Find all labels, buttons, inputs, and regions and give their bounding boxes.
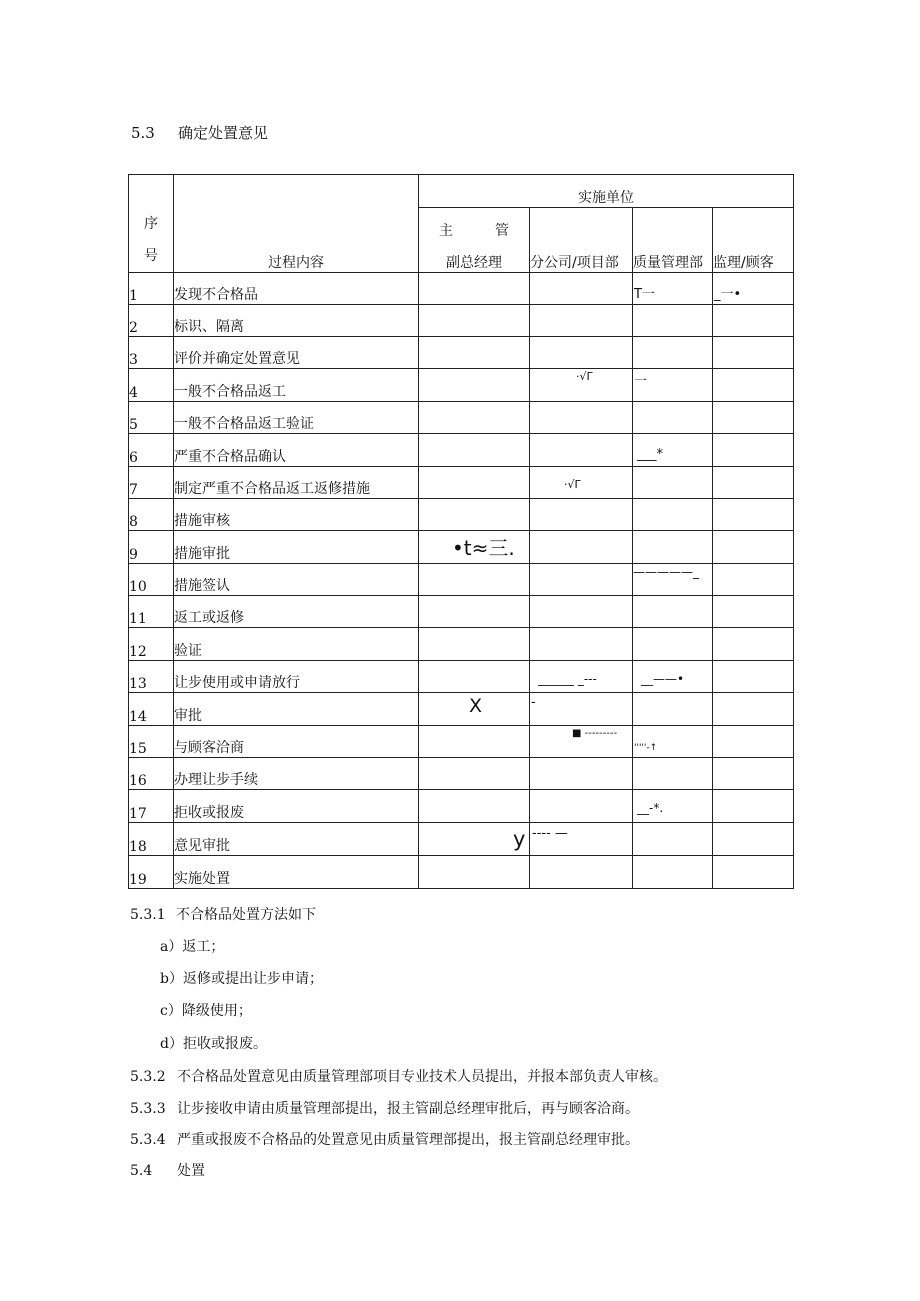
- header-seq: 序 号: [129, 175, 174, 273]
- disposition-matrix-table: [128, 174, 794, 889]
- list-item: b）返修或提出让步申请；: [160, 971, 323, 987]
- table-row: 12 验证: [129, 628, 794, 661]
- mark: __——•: [641, 672, 685, 686]
- header-quality: 质量管理部: [633, 208, 713, 273]
- paragraph: 5.3.4 严重或报废不合格品的处置意见由质量管理部提出，报主管副总经理审批。: [130, 1132, 639, 1148]
- table-row: 18 意见审批 y ---- —: [129, 823, 794, 856]
- table-row: 8 措施审核: [129, 499, 794, 531]
- table-row: 17 拒收或报废 __-*.: [129, 790, 794, 823]
- header-supervision: 监理/顾客: [713, 208, 794, 273]
- mark: ·√Γ: [564, 478, 581, 491]
- table-row: 11 返工或返修: [129, 596, 794, 628]
- mark: ___*: [637, 447, 663, 462]
- table-row: 4 一般不合格品返工 ·√Γ 一: [129, 369, 794, 402]
- mark: ·√Γ: [576, 370, 593, 383]
- table-row: 9 措施审批 •t≈三.: [129, 531, 794, 564]
- paragraph: 5.3.2 不合格品处置意见由质量管理部项目专业技术人员提出，并报本部负责人审核。: [130, 1069, 667, 1085]
- section-number: 5.3: [131, 124, 155, 142]
- mark: '''''-↑: [634, 743, 658, 753]
- table-row: 1 发现不合格品 T一 _一•: [129, 273, 794, 305]
- table-row: 19 实施处置: [129, 856, 794, 889]
- table-row: 3 评价并确定处置意见: [129, 337, 794, 369]
- mark: __-*.: [637, 801, 664, 815]
- mark: ______ _---: [538, 672, 597, 686]
- mark: 一: [634, 374, 648, 389]
- table-row: 7 制定严重不合格品返工返修措施 ·√Γ: [129, 467, 794, 499]
- section-title: 确定处置意见: [178, 124, 269, 142]
- section-heading: [131, 122, 268, 143]
- table-row: 16 办理让步手续: [129, 758, 794, 790]
- table-row: 2 标识、隔离: [129, 305, 794, 337]
- mark: •t≈三.: [452, 536, 515, 560]
- mark: X: [469, 695, 483, 717]
- mark: ---- —: [532, 826, 568, 841]
- table-row: 10 措施签认 —————_: [129, 564, 794, 596]
- mark: -: [531, 695, 536, 710]
- table-row: 15 与顾客洽商 ■ --------- '''''-↑: [129, 726, 794, 758]
- table-row: 14 审批 X -: [129, 693, 794, 726]
- mark: y: [513, 827, 526, 851]
- mark: _一•: [714, 287, 742, 302]
- header-process: 过程内容: [174, 175, 419, 273]
- table-row: 5 一般不合格品返工验证: [129, 402, 794, 434]
- table-row: 13 让步使用或申请放行 ______ _--- __——•: [129, 661, 794, 693]
- mark: T一: [634, 287, 655, 302]
- table-row: 6 严重不合格品确认 ___*: [129, 434, 794, 467]
- list-item: d）拒收或报废。: [160, 1036, 267, 1052]
- paragraph: 5.3.3 让步接收申请由质量管理部提出，报主管副总经理审批后，再与顾客洽商。: [130, 1101, 639, 1117]
- list-item: a）返工；: [160, 939, 225, 955]
- mark: ■ ---------: [572, 728, 618, 739]
- header-branch: 分公司/项目部: [530, 208, 633, 273]
- section-heading-5-4: 5.4 处置: [130, 1163, 205, 1179]
- header-vice-gm: 主 管 副总经理: [419, 208, 530, 273]
- mark: —————_: [633, 565, 699, 579]
- subsection-5-3-1: [130, 904, 316, 924]
- subsection-number: 5.3.1: [130, 907, 166, 923]
- subsection-text: 不合格品处置方法如下: [176, 907, 316, 923]
- header-units: 实施单位: [419, 175, 794, 208]
- list-item: c）降级使用；: [160, 1003, 252, 1019]
